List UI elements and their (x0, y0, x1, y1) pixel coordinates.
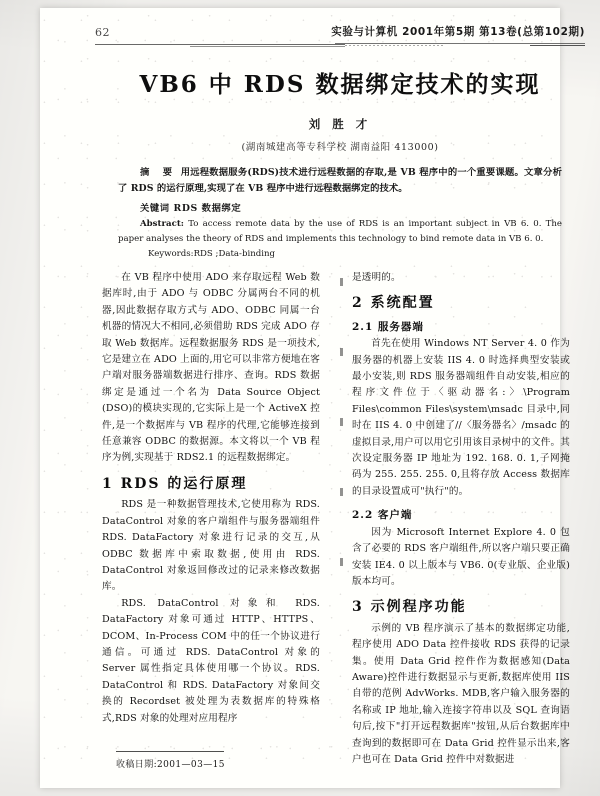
abstract-text-cn: 用远程数据服务(RDS)技术进行远程数据的存取,是 VB 程序中的一个重要课题。文章分析了 RDS 的运行原理,实现了在 VB 程序中进行远程数据绑定的技术。 (118, 167, 562, 194)
subsection-heading-2-2: 2.2 客户端 (352, 509, 413, 522)
body-column-left (102, 270, 320, 727)
abstract-block (118, 165, 562, 259)
author-name: 刘 胜 才 (308, 117, 372, 131)
abstract-label-cn: 摘 要 (140, 167, 178, 178)
paragraph: RDS. DataControl 对象和 RDS. DataFactory 对象可通过 HTTP、HTTPS、DCOM、In-Process COM 中的任一个协议进行通信。可通过 RDS. DataControl 对象的 Server 属性指定具体使用哪一个协议。RDS. DataControl 和 RDS. DataFactory 对象间交换的 Recordset 被处理为表数据库的特殊格式,RDS 对象的处理对应用程序 (102, 597, 320, 724)
received-date: 收稿日期:2001—03—15 (116, 760, 225, 770)
keywords-label-cn: 关键词 (140, 203, 170, 214)
paper-sheet (40, 8, 585, 788)
header-rule-right-2 (530, 45, 585, 46)
paragraph: 是透明的。 (352, 272, 401, 283)
header-rule-left-2 (190, 46, 345, 47)
paragraph: RDS 是一种数据管理技术,它使用称为 RDS. DataControl 对象的客户端组件与服务器端组件 RDS. DataFactory 对象进行记录的交互,从 ODBC 数据库中索取数据,使用由 RDS. DataControl 对象返回修改过的记录来修改数据库。 (102, 499, 320, 593)
section-heading-2: 2 系统配置 (352, 295, 435, 312)
keywords-text-cn: RDS 数据绑定 (173, 203, 242, 214)
header-rule-left (95, 44, 345, 45)
journal-issue-line: 实验与计算机 2001年第5期 第13卷(总第102期) (331, 25, 585, 39)
header-rule-dotted (345, 45, 445, 46)
author-affiliation: (湖南城建高等专科学校 湖南益阳 413000) (241, 142, 439, 153)
page-title: VB6 中 RDS 数据绑定技术的实现 (139, 71, 541, 98)
section-heading-3: 3 示例程序功能 (352, 599, 467, 616)
header-rule-right (335, 43, 585, 44)
keywords-chinese (140, 200, 562, 214)
keywords-english: Keywords:RDS ;Data-binding (148, 249, 276, 259)
running-head (95, 24, 585, 50)
paragraph: 在 VB 程序中使用 ADO 来存取远程 Web 数据库时,由于 ADO 与 ODBC 分属两台不同的机器,因此数据存取方式与 ADO、ODBC 同属一台机器的情况大不相同,必须借助 RDS 完成 ADO 存取 Web 数据库。远程数据服务 RDS 是一项技术,它是建立在 ADO 上面的,用它可以非常方便地在客户端对服务器端数据进行排序、查询。RDS 数据绑定是通过一个名为 Data Source Object (DSO)的模块实现的,它实际上是一个 ActiveX 控件,是一个数据库与 VB 程序的代理,它能够连接到任意兼容 ODBC 的数据源。本文将以一个 VB 程序为例,实现基于 RDS2.1 的远程数据绑定。 (102, 272, 320, 464)
section-heading-1: 1 RDS 的运行原理 (102, 475, 248, 492)
paragraph: 示例的 VB 程序演示了基本的数据绑定功能,程序使用 ADO Data 控件接收 RDS 获得的记录集。使用 Data Grid 控件作为数据感知(Data Aware)控件进行数据显示与更新,数据库使用 IIS 自带的范例 AdvWorks. MDB,客户输入服务器的名称或 IP 地址,输入连接字符串以及 SQL 查询语句后,按下"打开远程数据库"按钮,从后台数据库中查询到的数据即可在 Data Grid 控件显示出来,客户也可在 Data Grid 控件中对数据进 (352, 622, 570, 765)
scan-edge-artifacts (340, 278, 343, 698)
abstract-english (118, 217, 562, 246)
footnote-rule (116, 751, 224, 752)
body-column-right (352, 270, 570, 768)
subsection-heading-2-1: 2.1 服务器端 (352, 320, 424, 333)
abstract-label-en: Abstract: (140, 219, 184, 229)
paragraph: 因为 Microsoft Internet Explore 4. 0 包含了必要的 RDS 客户端组件,所以客户端只要正确安装 IE4. 0 以上版本与 VB6. 0(专业版、企业版)版本均可。 (352, 526, 570, 587)
paragraph: 首先在使用 Windows NT Server 4. 0 作为服务器的机器上安装 IIS 4. 0 时选择典型安装或最小安装,则 RDS 服务器端组件自动安装,相应的程序文件位于〈驱动器名:〉\Program Files\common Files\system\msadc 目录中,同时在 IIS 4. 0 中创建了//〈服务器名〉/msadc 的虚拟目录,用户可以用它引用该目录树中的文件。其次设定服务器 IP 地址为 192. 168. 0. 1,子网掩码为 255. 255. 255. 0,且将存放 Access 数据库的目录设置成可"执行"的。 (352, 338, 570, 497)
page-number: 62 (95, 26, 110, 39)
abstract-chinese (118, 165, 562, 196)
abstract-text-en: To access remote data by the use of RDS is an important subject in VB 6. 0. The paper analyses the theory of RDS and implements this technology to bind remote data in VB 6. 0. (118, 219, 562, 244)
footnote (102, 751, 320, 770)
